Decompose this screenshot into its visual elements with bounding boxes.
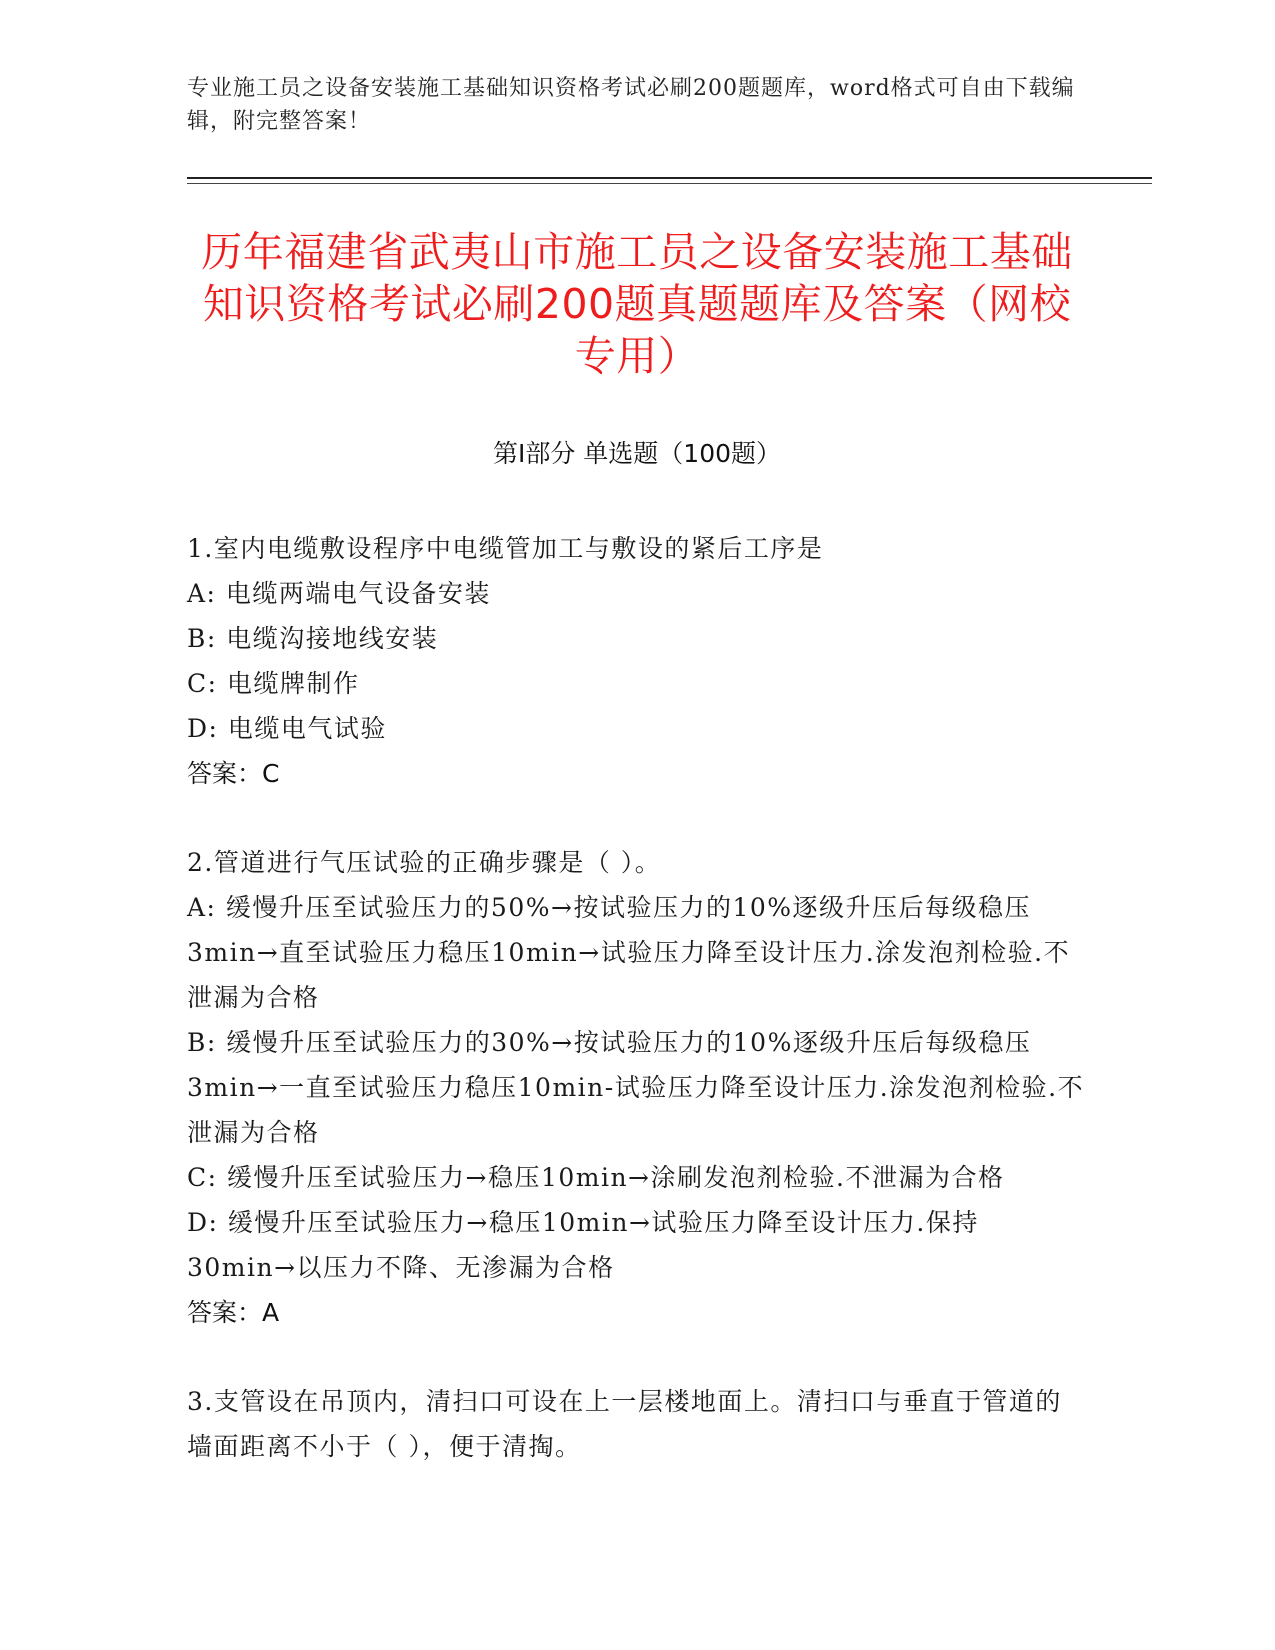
question-3 xyxy=(187,1379,1087,1469)
option-c: C: 缓慢升压至试验压力→稳压10min→涂刷发泡剂检验.不泄漏为合格 xyxy=(187,1163,1005,1192)
question-list xyxy=(187,526,1087,1513)
option-a: A: 缓慢升压至试验压力的50%→按试验压力的10%逐级升压后每级稳压3min→直至试验压力稳压10min→试验压力降至设计压力.涂发泡剂检验.不泄漏为合格 xyxy=(187,893,1071,1012)
header-note: 专业施工员之设备安装施工基础知识资格考试必刷200题题库，word格式可自由下载编辑，附完整答案！ xyxy=(187,76,1075,134)
option-b: B: 缓慢升压至试验压力的30%→按试验压力的10%逐级升压后每级稳压3min→一直至试验压力稳压10min-试验压力降至设计压力.涂发泡剂检验.不泄漏为合格 xyxy=(187,1028,1085,1147)
option-a: A: 电缆两端电气设备安装 xyxy=(187,579,491,608)
question-text: 3.支管设在吊顶内，清扫口可设在上一层楼地面上。清扫口与垂直于管道的墙面距离不小于（ ），便于清掏。 xyxy=(187,1387,1062,1461)
document-title: 历年福建省武夷山市施工员之设备安装施工基础知识资格考试必刷200题真题题库及答案（网校专用） xyxy=(201,228,1073,380)
section-title: 第Ⅰ部分 单选题（100题） xyxy=(492,439,782,468)
question-text: 2.管道进行气压试验的正确步骤是（ ）。 xyxy=(187,848,662,877)
option-c: C: 电缆牌制作 xyxy=(187,669,360,698)
option-b: B: 电缆沟接地线安装 xyxy=(187,624,439,653)
question-2 xyxy=(187,840,1087,1335)
answer: 答案：A xyxy=(187,1298,280,1327)
answer: 答案：C xyxy=(187,759,280,788)
header-divider-thin xyxy=(187,183,1152,184)
question-text: 1.室内电缆敷设程序中电缆管加工与敷设的紧后工序是 xyxy=(187,534,824,563)
option-d: D: 缓慢升压至试验压力→稳压10min→试验压力降至设计压力.保持30min→以压力不降、无渗漏为合格 xyxy=(187,1208,979,1282)
question-1 xyxy=(187,526,1087,796)
header-divider-thick xyxy=(187,177,1152,179)
option-d: D: 电缆电气试验 xyxy=(187,714,387,743)
